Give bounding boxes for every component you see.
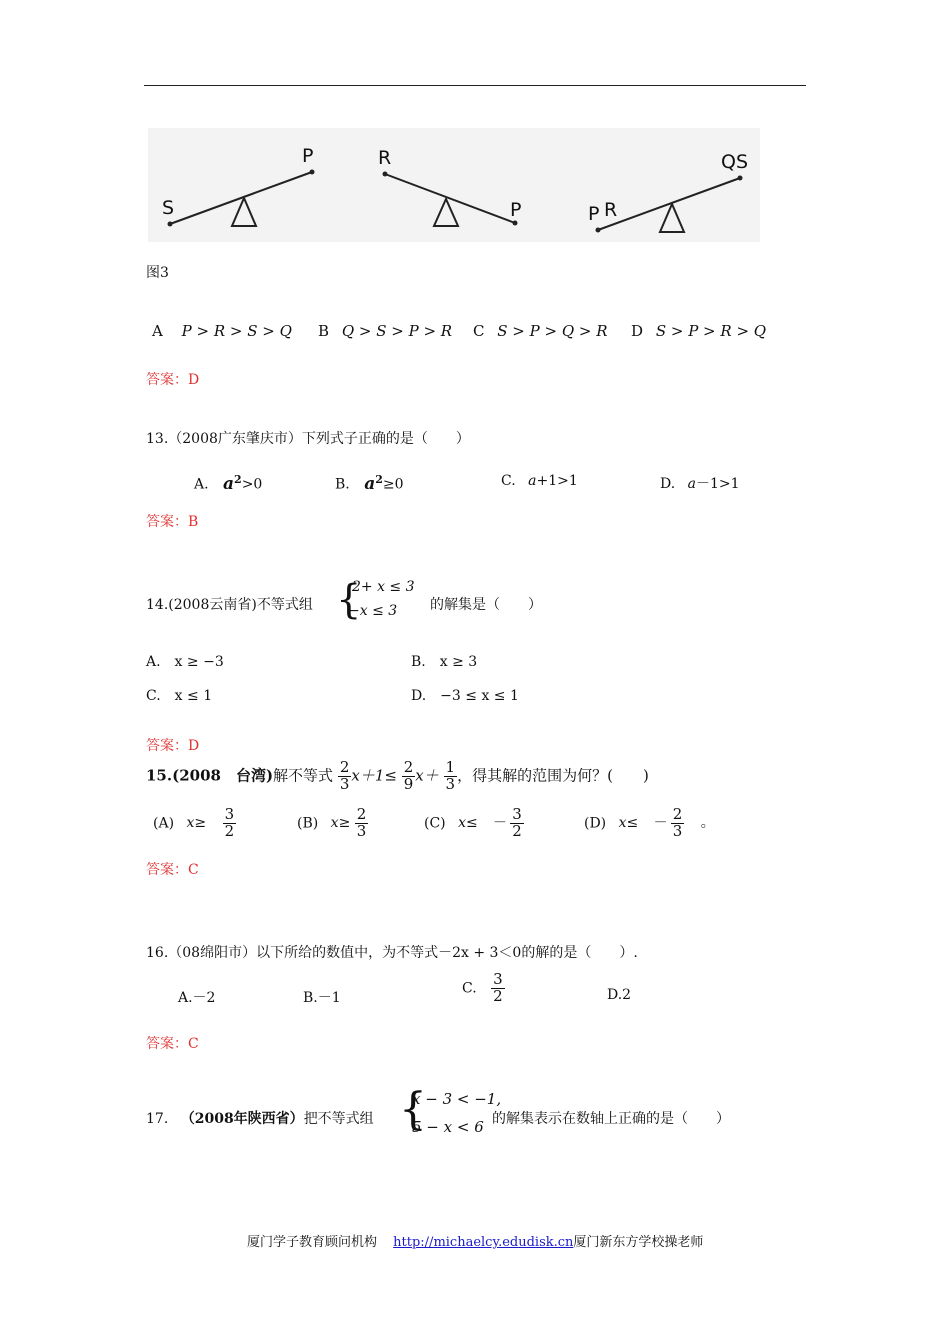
q16-stem: 16.（08绵阳市）以下所给的数值中，为不等式－2x + 3＜0的解的是（ ）. (146, 945, 638, 961)
q15-mid1: x＋1≤ (351, 766, 397, 785)
q13-option-a-prefix: A. (194, 476, 209, 493)
q15-option-a-label: (A) (153, 815, 175, 832)
q12-answer: 答案：D (146, 372, 200, 388)
q16-option-c-den: 2 (493, 986, 503, 1005)
q15-option-d-den: 3 (672, 821, 683, 840)
scale2-right-label: P (510, 199, 522, 221)
q13-option-a-exp: 2 (234, 473, 242, 486)
q15-option-b-ineq: x≥ (330, 815, 351, 832)
q14-stem-prefix: 14.(2008云南省)不等式组 (146, 597, 313, 613)
q15-mid2: x＋ (415, 766, 439, 785)
q13-option-a-rest: >0 (241, 476, 263, 493)
q13-option-c (501, 473, 578, 489)
q15-f3-den: 3 (445, 774, 456, 793)
q13-option-c-rest: +1>1 (536, 473, 578, 489)
q15-option-a (153, 807, 236, 840)
footer-link[interactable]: http://michaelcy.edudisk.cn (393, 1235, 574, 1250)
q15-option-a-den: 2 (224, 821, 235, 840)
scale1-right-label: P (302, 145, 314, 167)
q16-option-b: B.－1 (303, 990, 341, 1006)
q15-number: 15.(2008 台湾) (146, 766, 274, 785)
q14-line1: 2+ x ≤ 3 (352, 579, 415, 595)
q13-stem: 13.（2008广东肇庆市）下列式子正确的是（ ） (146, 431, 470, 447)
q14-stem-suffix: 的解集是（ ） (430, 597, 542, 613)
q12-option-d-expr: S > P > R > Q (655, 322, 767, 340)
footer-teacher: 厦门新东方学校操老师 (573, 1235, 704, 1250)
q15-option-b-fraction (355, 807, 369, 840)
q15-option-a-num: 3 (224, 805, 235, 823)
q16-answer: 答案：C (146, 1036, 199, 1052)
q13-option-d-var: a (687, 476, 696, 492)
q17-number: 17. (146, 1111, 169, 1127)
q16-option-d: D.2 (607, 987, 632, 1003)
scale2-left-point (383, 172, 388, 177)
q13-option-c-prefix: C. (501, 473, 516, 489)
q15-f1-den: 3 (339, 774, 350, 793)
q12-option-b (318, 322, 452, 340)
header-rule (144, 85, 806, 86)
q12-option-d-letter: D (631, 322, 644, 340)
q13-option-b-base: a (364, 473, 376, 494)
q15-stem-b: ，得其解的范围为何？( ) (457, 766, 649, 785)
q17-line2: 5 − x < 6 (412, 1118, 484, 1136)
q14-option-d: D. −3 ≤ x ≤ 1 (411, 688, 519, 704)
q12-option-b-letter: B (318, 322, 330, 340)
q13-option-a-base: a (223, 473, 235, 494)
scale3-left-point (596, 228, 601, 233)
q14-line2: −x ≤ 3 (348, 603, 398, 619)
q13-option-b-prefix: B. (335, 476, 350, 493)
q12-option-a-letter: A (152, 322, 163, 340)
q15-option-b-num: 2 (356, 805, 367, 823)
q13-option-c-var: a (528, 473, 537, 489)
q14-answer: 答案：D (146, 738, 200, 754)
q13-answer: 答案：B (146, 514, 199, 530)
scale2-right-point (513, 221, 518, 226)
scale3-left-label-a: P (588, 203, 600, 225)
scale3-left-label-b: R (604, 199, 618, 221)
q14-option-b: B. x ≥ 3 (411, 654, 478, 670)
q15-option-b (297, 807, 368, 840)
q15-fraction-3 (444, 760, 458, 793)
balance-figure (148, 128, 760, 242)
q17-source: （2008年陕西省） (180, 1111, 304, 1127)
q13-option-a (194, 473, 262, 494)
q15-option-b-den: 3 (356, 821, 367, 840)
q14-option-c: C. x ≤ 1 (146, 688, 213, 704)
q13-option-b-exp: 2 (375, 473, 383, 486)
q15-option-c-den: 2 (512, 821, 522, 840)
q15-option-d-num: 2 (672, 805, 683, 823)
q12-option-a (152, 322, 292, 340)
q12-option-c-letter: C (473, 322, 485, 340)
q15-option-c-label: (C) (424, 815, 446, 832)
q17-stem-a: 把不等式组 (303, 1111, 374, 1127)
q15-option-d-fraction (671, 807, 685, 840)
q15-option-c-ineq: x≤ － (458, 815, 506, 832)
q15-f2-num: 2 (403, 758, 414, 776)
q13-option-b-rest: ≥0 (382, 476, 404, 493)
q17-stem-b: 的解集表示在数轴上正确的是（ ） (492, 1111, 730, 1127)
q12-option-b-expr: Q > S > P > R (341, 322, 453, 340)
q15-option-d-label: (D) (584, 815, 607, 832)
q15-answer: 答案：C (146, 862, 199, 878)
q16-option-a: A.－2 (178, 990, 216, 1006)
q15-option-d (584, 807, 715, 840)
q15-option-b-label: (B) (297, 815, 319, 832)
q16-option-c (462, 972, 505, 1005)
footer-org: 厦门学子教育顾问机构 (247, 1235, 378, 1250)
q13-option-d-rest: －1>1 (696, 476, 740, 492)
q15-option-c-fraction (510, 807, 524, 840)
q12-option-c-expr: S > P > Q > R (497, 322, 608, 340)
scale2-left-label: R (378, 147, 392, 169)
q15-option-a-fraction (223, 807, 237, 840)
q12-option-d (631, 322, 766, 340)
q14-system-brace: { (336, 577, 362, 623)
scale3-right-point (738, 176, 743, 181)
q15-option-c-num: 3 (512, 805, 522, 823)
q15-option-d-ineq: x≤ － (618, 815, 667, 832)
q15-f3-num: 1 (445, 758, 456, 776)
q15-end-mark: 。 (700, 815, 715, 832)
scale1-right-point (310, 170, 315, 175)
figure-background (148, 128, 760, 242)
q15-stem-a: 解不等式 (273, 766, 334, 785)
q16-option-c-num: 3 (493, 970, 503, 988)
q15-fraction-2 (402, 760, 416, 793)
q12-option-a-expr: P > R > S > Q (181, 322, 292, 340)
q17-system-brace: { (399, 1084, 427, 1135)
q15-option-c (424, 807, 524, 840)
q15-f1-num: 2 (339, 758, 350, 776)
q15-option-a-ineq: x≥ (186, 815, 207, 832)
q13-option-d-prefix: D. (660, 476, 676, 492)
q15-stem (146, 760, 649, 793)
q17-line1: x − 3 < −1, (412, 1090, 502, 1108)
q14-option-a: A. x ≥ −3 (146, 654, 224, 670)
q17-stem (146, 1108, 374, 1128)
q15-f2-den: 9 (403, 774, 414, 793)
q15-fraction-1 (338, 760, 352, 793)
figure-caption: 图3 (146, 265, 169, 281)
scale1-left-point (168, 222, 173, 227)
q13-option-b (335, 473, 404, 494)
page-footer (247, 1231, 703, 1250)
q13-option-d (660, 473, 740, 493)
q16-option-c-prefix: C. (462, 980, 477, 997)
q12-option-c (473, 322, 608, 340)
scale1-left-label: S (162, 197, 175, 219)
q16-option-c-fraction (491, 972, 505, 1005)
scale3-right-label: QS (721, 151, 749, 173)
